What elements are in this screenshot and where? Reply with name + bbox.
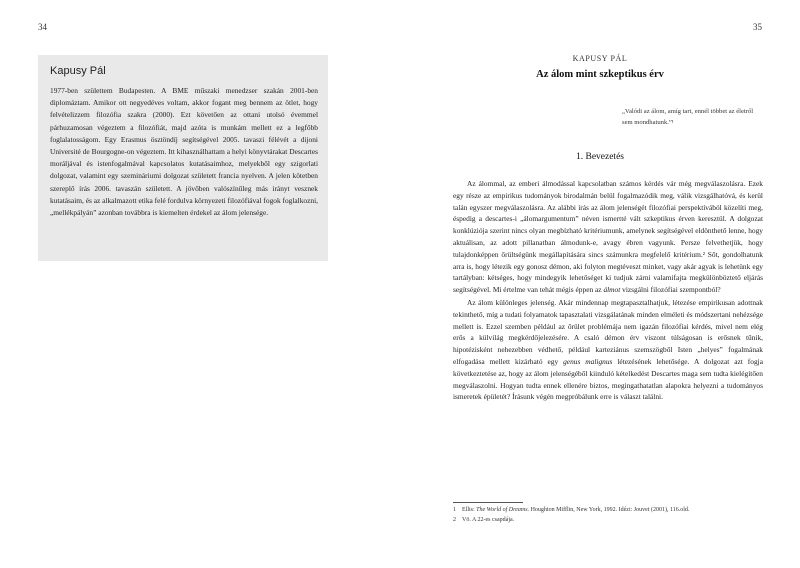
body-paragraph: Az álom különleges jelenség. Akár mindennap megtapasztalhatjuk, létezése empirikusan adottnak tekinthető, míg a tudati folyamatok tapasztalati vizsgálatának minden elméleti és módszertani nehézsége mellett is. Ezzel szemben például az őrület problémája nem igazán filozófiai kérdés, mivel nem elég erős a külvilág megkérdőjelezésére. A csaló démon érv viszont túlságosan is erősnek tűnik, hipotézisként nehezebben védhető, például karteziánus szemszögből Isten „helyes” fogalmának elfogadása mellett kizárható egy genus malignus létezésének lehetősége. A dolgozat azt fogja következtetése az, hogy az álom jelenségéből kiinduló kételkedést Descartes maga sem tudta kielégítően megválaszolni. Hogyan tudta ennek ellenére biztos, megingathatatlan alapokra helyezni a tudományos ismeretek épületét? Írásunk végén megpróbálunk erre is választ találni.: [453, 297, 763, 402]
footnote: 1 Ellis: The World of Dreams. Houghton Mifflin, New York, 1992. Idézi: Jouvet (2001), 116.old.: [453, 507, 690, 513]
article-title: Az álom mint szkeptikus érv: [536, 69, 664, 80]
page-number-right: 35: [753, 22, 762, 32]
footnote: 2 Vö. A 22-es csapdája.: [453, 516, 515, 523]
body-paragraph: Az álommal, az emberi álmodással kapcsolatban számos kérdés vár még megválaszolásra. Ezek egy része az empirikus tudományok birodalmán belül fogalmazódik meg, válik vizsgálhatóvá, és kerül talán egyszer megválaszolásra. Az alábbi írás az álom jelenségét filozófiai perspektívából közelíti meg, éspedig a descartes-i „álomargumentum” néven ismertté vált szkeptikus érven keresztül. A dolgozat konklúziója szerint nincs olyan megbízható kritériumunk, amelynek segítségével eldönthető lenne, hogy aktuálisan, az adott pillanatban álmodunk-e, avagy ébren vagyunk. Persze felvethetjük, hogy tulajdonképpen őrültségünk megállapítására sincs számunkra megfelelő kritérium.² Sőt, gondolhatunk arra is, hogy létezik egy gonosz démon, aki folyton megtéveszt minket, vagy akár agyak is lehetünk egy tartályban: kétséges, hogy mindegyik lehetőséget ki tudjuk zárni valamifajta megkülönböztető eljárás segítségével. Mi értelme van tehát mégis éppen az álmot vizsgálni filozófiai szempontból?: [453, 179, 763, 295]
bio-text: 1977-ben születtem Budapesten. A BME műszaki menedzser szakán 2001-ben diplomáztam. Amikor ott negyedéves voltam, akkor fogant meg bennem az ötlet, hogy felvételizzem filozófia szakra (2000). Ezt követően az ottani utolsó évemmel párhuzamosan végeztem a filozófiát, majd azóta is munkám mellett ez a legfőbb foglalatosságom. Egy Erasmus ösztöndíj segítségével 2005. tavaszi félévét a dijoni Université de Bourgogne-on végeztem. Itt kihasználhattam a helyi könyvtárakat Descartes moráljával és istenfogalmával kapcsolatos kutatásaimhoz, melyekből egy szigorlati dolgozat, valamint egy szemináriumi dolgozat született francia nyelven. A jelen kötetben szereplő írás 2006. tavaszán született. A jövőben valószínűleg más irányt vesznek kutatásaim, és az alkalmazott etika felé fordulva környezeti filozófiával fogok foglalkozni, „mellékpályán” azonban továbbra is kiemelten érdekel az álom jelensége.: [50, 86, 319, 218]
footnote-divider: [453, 502, 523, 503]
article-body: [453, 178, 763, 403]
bio-author-name: Kapusy Pál: [50, 65, 106, 77]
section-heading: 1. Bevezetés: [575, 152, 624, 162]
article-author: KAPUSY PÁL: [572, 54, 628, 63]
right-page: [400, 0, 800, 568]
author-bio-box: [38, 55, 328, 261]
footnotes: [453, 506, 763, 525]
epigraph-quote: „Valódi az álom, amíg tart, ennél többet az életről sem mondhatunk.”¹: [622, 108, 754, 126]
page-number-left: 34: [38, 22, 47, 32]
